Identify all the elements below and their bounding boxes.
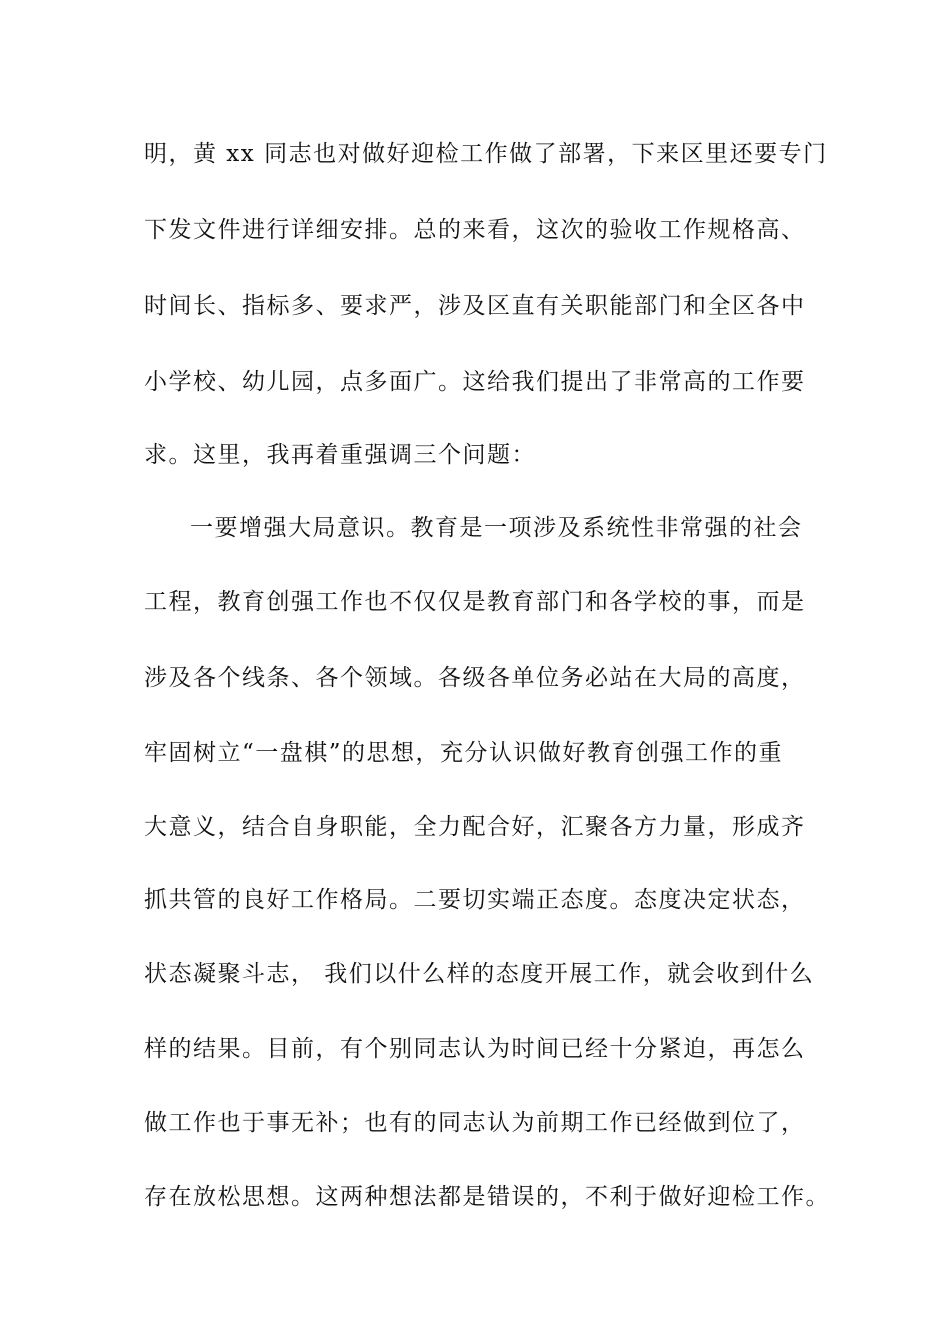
text-line: 存在放松思想。这两种想法都是错误的，不利于做好迎检工作。 (144, 1184, 830, 1210)
text-line: 样的结果。目前，有个别同志认为时间已经十分紧迫，再怎么 (144, 1036, 806, 1062)
text-line: 小学校、幼儿园，点多面广。这给我们提出了非常高的工作要 (144, 369, 806, 395)
text-line: 涉及各个线条、各个领域。各级各单位务必站在大局的高度， (144, 665, 806, 691)
text-line: 做工作也于事无补；也有的同志认为前期工作已经做到位了， (144, 1110, 806, 1136)
text-line: 大意义，结合自身职能，全力配合好，汇聚各方力量，形成齐 (144, 814, 806, 840)
text-line: 求。这里，我再着重强调三个问题： (144, 442, 536, 468)
text-line: 工程，教育创强工作也不仅仅是教育部门和各学校的事，而是 (144, 589, 806, 615)
text-line: 明，黄 xx 同志也对做好迎检工作做了部署，下来区里还要专门 (144, 141, 828, 167)
text-line: 状态凝聚斗志， 我们以什么样的态度开展工作，就会收到什么 (144, 961, 815, 987)
text-line: 抓共管的良好工作格局。二要切实端正态度。态度决定状态， (144, 887, 806, 913)
text-line: 牢固树立“一盘棋”的思想，充分认识做好教育创强工作的重 (144, 740, 784, 766)
text-line: 时间长、指标多、要求严，涉及区直有关职能部门和全区各中 (144, 293, 806, 319)
text-line: 下发文件进行详细安排。总的来看，这次的验收工作规格高、 (144, 217, 806, 243)
paragraph-start-line: 一要增强大局意识。教育是一项涉及系统性非常强的社会 (190, 515, 803, 541)
